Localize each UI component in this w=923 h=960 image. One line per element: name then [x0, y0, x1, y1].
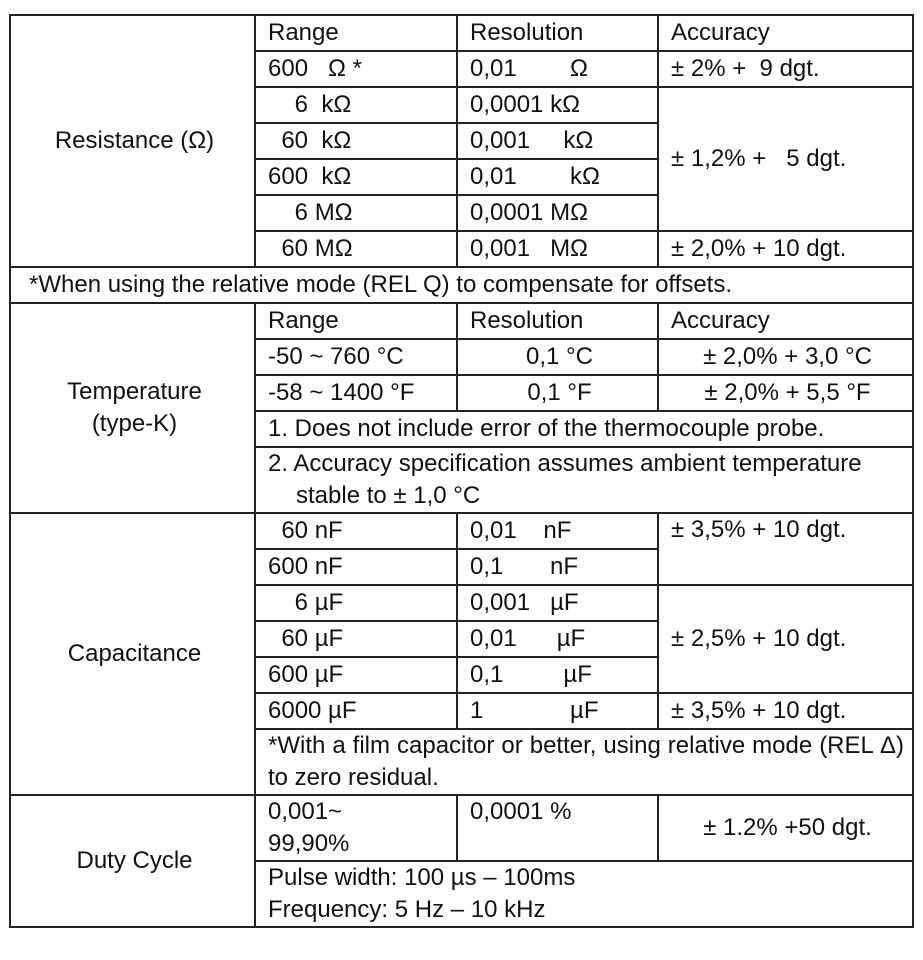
resolution-cell: 0,1 °F — [457, 375, 658, 411]
accuracy-cell: ± 1,2% + 5 dgt. — [658, 87, 913, 231]
table-row — [10, 267, 913, 303]
range-cell: -58 ~ 1400 °F — [255, 375, 457, 411]
pulse-width-text: Pulse width: 100 µs – 100ms — [268, 864, 576, 891]
range-cell: 60 MΩ — [255, 231, 457, 267]
range-cell: 60 µF — [255, 621, 457, 657]
duty-cycle-note — [255, 861, 913, 927]
duty-range-line1: 0,001~ — [268, 798, 343, 825]
accuracy-cell: ± 2,0% + 5,5 °F — [658, 375, 913, 411]
header-resolution: Resolution — [457, 15, 658, 51]
range-cell: 60 kΩ — [255, 123, 457, 159]
range-cell: 60 nF — [255, 513, 457, 549]
header-range: Range — [255, 15, 457, 51]
capacitance-note: *With a film capacitor or better, using relative mode (REL Δ) to zero residual. — [255, 729, 913, 795]
resolution-cell: 0,001 MΩ — [457, 231, 658, 267]
temperature-note-2: 2. Accuracy specification assumes ambient temperature stable to ± 1,0 °C — [255, 447, 913, 513]
resolution-cell: 0,01 nF — [457, 513, 658, 549]
resolution-cell: 1 µF — [457, 693, 658, 729]
range-cell: 6 kΩ — [255, 87, 457, 123]
accuracy-cell: ± 2,5% + 10 dgt. — [658, 585, 913, 693]
resolution-cell: 0,001 µF — [457, 585, 658, 621]
resolution-cell: 0,01 kΩ — [457, 159, 658, 195]
table-row — [10, 795, 913, 861]
accuracy-cell: ± 2,0% + 3,0 °C — [658, 339, 913, 375]
range-cell: -50 ~ 760 °C — [255, 339, 457, 375]
header-range: Range — [255, 303, 457, 339]
resolution-cell: 0,0001 kΩ — [457, 87, 658, 123]
resolution-cell: 0,01 Ω — [457, 51, 658, 87]
temperature-label-line2: (type-K) — [91, 410, 178, 437]
temperature-label — [10, 303, 255, 513]
resolution-cell: 0,001 kΩ — [457, 123, 658, 159]
resistance-note: *When using the relative mode (REL Q) to compensate for offsets. — [10, 267, 913, 303]
spec-table — [9, 14, 914, 928]
resolution-cell: 0,0001 % — [457, 795, 658, 861]
range-cell: 6 MΩ — [255, 195, 457, 231]
resolution-cell: 0,0001 MΩ — [457, 195, 658, 231]
accuracy-cell: ± 1.2% +50 dgt. — [658, 795, 913, 861]
header-accuracy: Accuracy — [658, 303, 913, 339]
accuracy-cell: ± 3,5% + 10 dgt. — [658, 513, 913, 585]
resolution-cell: 0,1 °C — [457, 339, 658, 375]
resolution-cell: 0,1 µF — [457, 657, 658, 693]
table-row — [10, 15, 913, 51]
resistance-label: Resistance (Ω) — [10, 15, 255, 267]
accuracy-cell: ± 3,5% + 10 dgt. — [658, 693, 913, 729]
accuracy-cell: ± 2% + 9 dgt. — [658, 51, 913, 87]
range-cell: 600 µF — [255, 657, 457, 693]
range-cell — [255, 795, 457, 861]
accuracy-cell: ± 2,0% + 10 dgt. — [658, 231, 913, 267]
capacitance-label: Capacitance — [10, 513, 255, 795]
header-accuracy: Accuracy — [658, 15, 913, 51]
range-cell: 600 kΩ — [255, 159, 457, 195]
resolution-cell: 0,01 µF — [457, 621, 658, 657]
header-resolution: Resolution — [457, 303, 658, 339]
frequency-text: Frequency: 5 Hz – 10 kHz — [268, 896, 546, 923]
table-row — [10, 513, 913, 549]
duty-cycle-label: Duty Cycle — [10, 795, 255, 927]
resolution-cell: 0,1 nF — [457, 549, 658, 585]
range-cell: 6 µF — [255, 585, 457, 621]
temperature-note-1: 1. Does not include error of the thermocouple probe. — [255, 411, 913, 447]
range-cell: 6000 µF — [255, 693, 457, 729]
table-row — [10, 303, 913, 339]
range-cell: 600 nF — [255, 549, 457, 585]
range-cell: 600 Ω * — [255, 51, 457, 87]
temperature-label-line1: Temperature — [67, 378, 202, 405]
duty-range-line2: 99,90% — [268, 830, 350, 857]
